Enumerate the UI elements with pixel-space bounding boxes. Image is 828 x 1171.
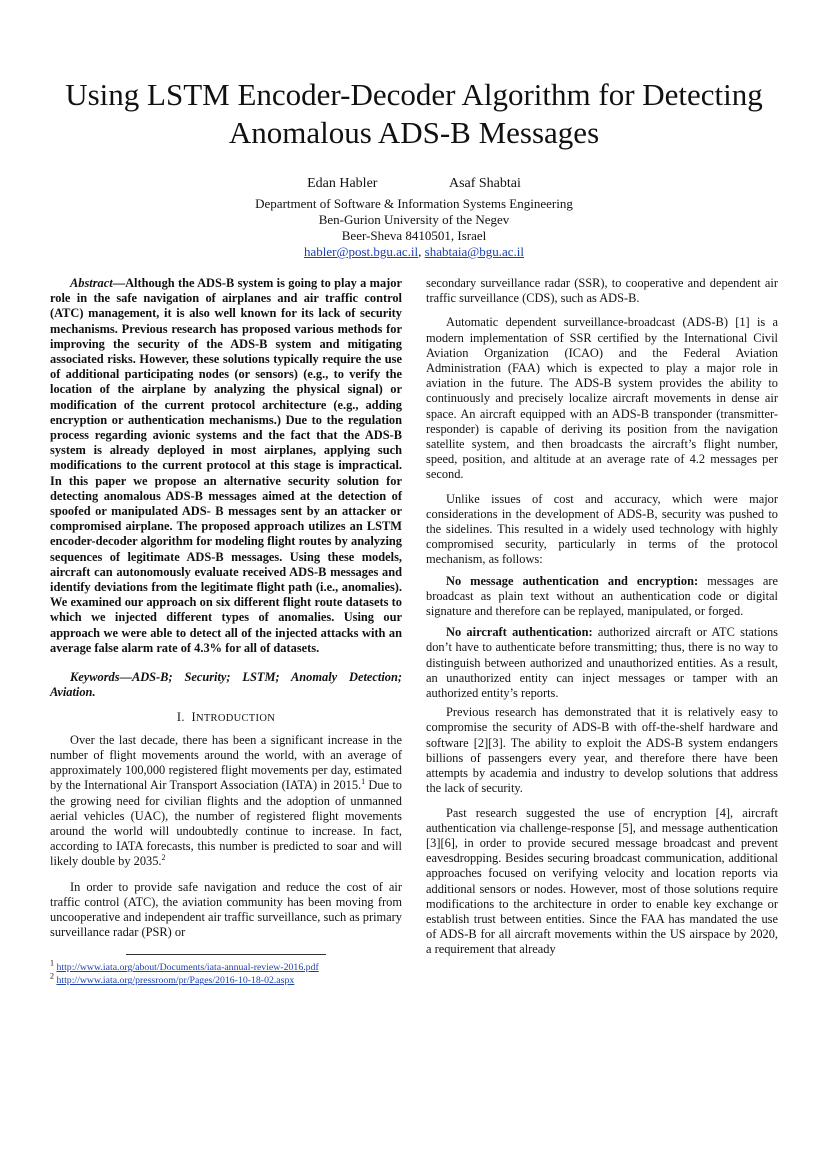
abstract-text: Although the ADS-B system is going to play a major role in the safe navigation of airplanes and air traffic control (ATC) management, it is also well known for its lack of security mechanisms. Previous research has proposed various methods for improving the security of the ADS-B system and mitigating associated risks. However, these solutions typically require the use of additional participating nodes (or sensors) (e.g., to verify the location of the airplane by analyzing the physical signal) or modification of the current protocol architecture (e.g., adding encryption or authentication mechanisms.) Due to the regulation process regarding avionic systems and the fact that the ADS-B system is already deployed in most airplanes, applying such modifications to the current protocol at this stage is impractical. In this paper we propose an alternative security solution for detecting anomalous ADS-B messages aimed at the detection of spoofed or manipulated ADS- B messages sent by an attacker or compromised airplane. The proposed approach utilizes an LSTM encoder-decoder algorithm for modeling flight routes by analyzing sequences of legitimate ADS-B messages. Using these models, aircraft can autonomously evaluate received ADS-B messages and identify deviations from the legitimate flight path (i.e., anomalies). We examined our approach on six different flight route datasets to which we injected different types of anomalies. Using our approach we were able to detect all of the injected attacks with an average false alarm rate of 4.3% for all of datasets.: [50, 276, 402, 655]
footnote-link[interactable]: http://www.iata.org/about/Documents/iata-annual-review-2016.pdf: [56, 962, 319, 974]
university: Ben-Gurion University of the Negev: [318, 212, 510, 227]
body-paragraph: secondary surveillance radar (SSR), to cooperative and dependent air traffic surveillance (CDS), such as ADS-B.: [426, 276, 778, 306]
section-heading: [50, 710, 402, 726]
footnote-number: 1: [50, 959, 54, 969]
footnote-ref: 2: [161, 853, 166, 863]
footnote-rule: [126, 954, 326, 955]
text-run: Due to the growing need for civilian flights and the adoption of unmanned aerial vehicles (UAC), the number of registered flight movements around the world will undoubtedly continue to increase. In fact, according to IATA forecasts, this number is predicted to soar and will likely double by 2035.: [50, 778, 402, 869]
body-paragraph: [426, 625, 778, 701]
author-name: Asaf Shabtai: [448, 176, 521, 191]
section-title-first: I: [191, 710, 196, 725]
text-run: messages are broadcast as plain text without an authentication code or digital signature and therefore can be replayed, manipulated, or forged.: [426, 573, 778, 619]
abstract-dash: —: [112, 276, 126, 290]
paragraph-heading: No message authentication and encryption:: [446, 573, 699, 588]
footnote: [50, 974, 402, 987]
paragraph-heading: No aircraft authentication:: [446, 625, 593, 640]
footnote: [50, 961, 402, 974]
section-title-rest: NTRODUCTION: [195, 713, 276, 725]
paper-title: Using LSTM Encoder-Decoder Algorithm for Detecting Anomalous ADS-B Messages: [65, 77, 763, 150]
footnote-ref: 1: [361, 777, 366, 787]
left-column: [50, 276, 402, 987]
right-column: [426, 276, 778, 964]
footnote-number: 2: [50, 972, 54, 982]
intro-paragraph: [50, 733, 402, 870]
body-paragraph: Past research suggested the use of encryption [4], aircraft authentication via challenge-response [5], and message authentication [3][6], in order to provide secured message broadcast and prevent eavesdropping. Besides securing broadcast communication, additional approaches focused on verifying velocity and location reports via additional sensors or nodes. However, most of those solutions require modifications to the architecture in order to enable key exchange or establish trust between entities. Since the FAA has mandated the use of ADS-B for all aircraft movements within the US airspace by 2020, a requirement that already: [426, 805, 778, 957]
text-run: Over the last decade, there has been a significant increase in the number of flight movements around the world, with an average of approximately 100,000 registered flight movements per day, estimated by the International Air Transport Association (IATA) in 2015.: [50, 732, 402, 793]
body-paragraph: Previous research has demonstrated that it is relatively easy to compromise the security of ADS-B with off-the-shelf hardware and software [2][3]. The ability to exploit the ADS-B system endangers billions of passengers every year, and therefore there have been attempts by academia and industry to develop solutions that address the lack of security.: [426, 705, 778, 796]
abstract-label: Abstract: [70, 276, 113, 290]
section-number: I.: [176, 710, 185, 725]
body-paragraph: Unlike issues of cost and accuracy, which were major considerations in the development of ADS-B, security was pushed to the sidelines. This resulted in a widely used technology with highly compromised security, particularly in terms of the protocol mechanism, as follows:: [426, 491, 778, 567]
abstract: [50, 276, 402, 656]
author-list: [0, 176, 828, 192]
department: Department of Software & Information Systems Engineering: [255, 196, 573, 211]
email-link[interactable]: shabtaia@bgu.ac.il: [424, 244, 524, 259]
email-separator: ,: [418, 244, 425, 259]
text-run: authorized aircraft or ATC stations don’t have to authenticate before transmitting; thus, there is no way to distinguish between authorized and unauthorized entities. As a result, an unauthorized entity can inject messages or tamper with an authorized entity’s reports.: [426, 625, 778, 701]
body-paragraph: Automatic dependent surveillance-broadcast (ADS-B) [1] is a modern implementation of SSR certified by the International Civil Aviation Organization (ICAO) and the Federal Aviation Administration (FAA) which is expected to play a major role in aviation in the future. The ADS-B system provides the ability to continuously and precisely localize aircraft movements in dense air space. An aircraft equipped with an ADS-B transponder (transmitter-responder) is capable of deriving its position from the navigation satellite system, and then broadcasts the aircraft’s flight number, speed, position, and altitude at an average rate of 4.2 messages per second.: [426, 315, 778, 482]
footnote-link[interactable]: http://www.iata.org/pressroom/pr/Pages/2016-10-18-02.aspx: [56, 975, 295, 987]
intro-paragraph: In order to provide safe navigation and reduce the cost of air traffic control (ATC), the aviation community has been moving from uncooperative and independent air traffic surveillance, such as primary surveillance radar (PSR) or: [50, 879, 402, 940]
body-paragraph: [426, 574, 778, 620]
keywords: Keywords—ADS-B; Security; LSTM; Anomaly Detection; Aviation.: [50, 670, 402, 700]
address: Beer-Sheva 8410501, Israel: [341, 228, 487, 243]
email-link[interactable]: habler@post.bgu.ac.il: [304, 244, 419, 259]
author-name: Edan Habler: [307, 176, 378, 191]
affiliation-block: [0, 196, 828, 260]
emails: [0, 244, 828, 260]
